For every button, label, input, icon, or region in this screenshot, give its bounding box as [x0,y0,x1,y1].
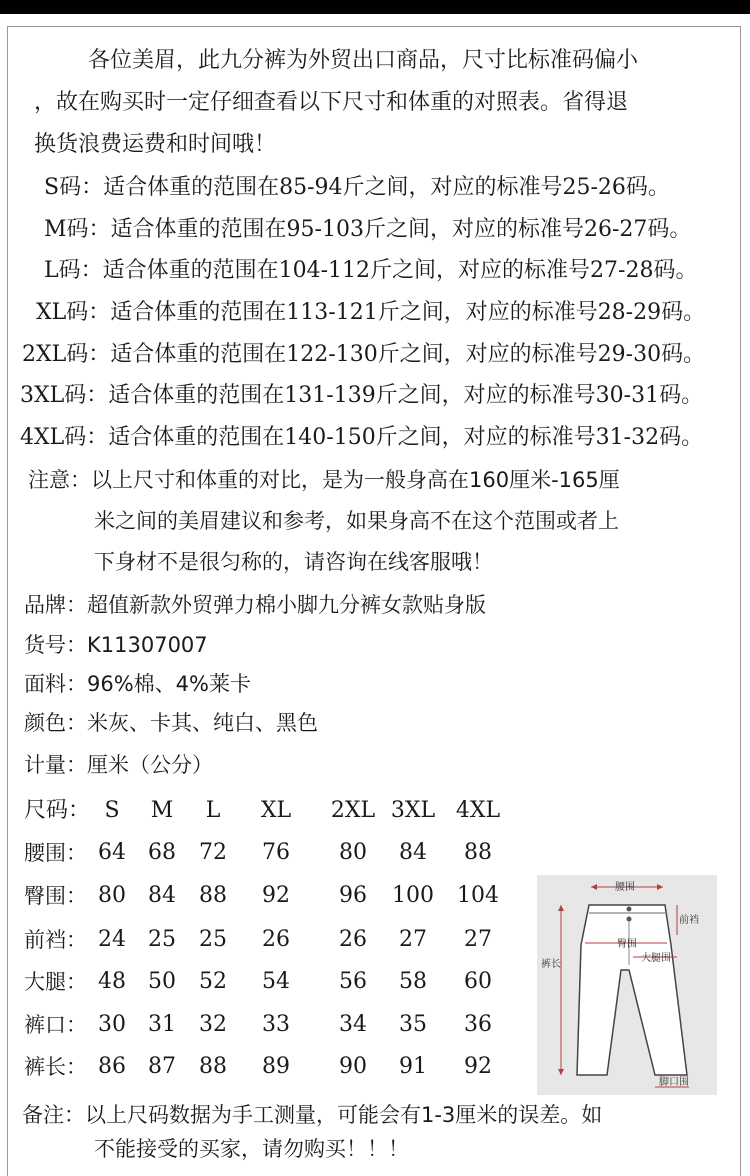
intro-line-1: 各位美眉，此九分裤为外贸出口商品，尺寸比标准码偏小 [88,48,639,73]
table-cell: 24 [98,927,126,952]
table-cell: 31 [148,1012,176,1037]
size-weight-xl: XL码：适合体重的范围在113-121斤之间，对应的标准号28-29码。 [36,300,706,325]
spec-color: 颜色：米灰、卡其、纯白、黑色 [24,711,318,735]
table-cell: 35 [399,1012,427,1037]
table-header-size: L [205,798,221,823]
table-header-size: 4XL [455,798,501,823]
table-cell: 32 [199,1012,227,1037]
table-cell: 90 [339,1054,367,1079]
size-weight-l: L码：适合体重的范围在104-112斤之间，对应的标准号27-28码。 [44,258,698,283]
diagram-waist-label: 腰围 [615,882,635,893]
table-cell: 25 [148,927,176,952]
top-bar [0,0,750,14]
table-cell: 30 [98,1012,126,1037]
table-cell: 48 [98,969,126,994]
pants-measurement-diagram [537,875,717,1095]
intro-line-3: 换货浪费运费和时间哦！ [34,132,277,157]
table-cell: 68 [148,840,176,865]
table-cell: 89 [262,1054,290,1079]
table-row-label: 裤口： [24,1013,87,1037]
size-weight-3xl: 3XL码：适合体重的范围在131-139斤之间，对应的标准号30-31码。 [20,383,704,408]
table-cell: 104 [457,883,499,908]
diagram-thigh-label: 大腿围 [641,953,671,964]
table-cell: 56 [339,969,367,994]
table-cell: 86 [98,1054,126,1079]
table-cell: 88 [199,1054,227,1079]
diagram-rise-label: 前裆 [679,915,699,926]
size-weight-s: S码：适合体重的范围在85-94斤之间，对应的标准号25-26码。 [44,175,670,200]
note-line-3: 下身材不是很匀称的，请咨询在线客服哦！ [94,550,493,574]
table-cell: 52 [199,969,227,994]
table-cell: 26 [339,927,367,952]
table-cell: 26 [262,927,290,952]
table-cell: 80 [98,883,126,908]
table-cell: 91 [399,1054,427,1079]
table-cell: 80 [339,840,367,865]
table-header-size: S [104,798,120,823]
table-row-label: 前裆： [24,928,87,952]
diagram-hip-label: 臀围 [617,939,637,950]
table-cell: 92 [262,883,290,908]
table-cell: 36 [464,1012,492,1037]
table-header-size: XL [260,798,292,823]
table-cell: 33 [262,1012,290,1037]
size-weight-m: M码：适合体重的范围在95-103斤之间，对应的标准号26-27码。 [44,217,692,242]
diagram-length-label: 裤长 [541,959,561,970]
diagram-hem-label: 脚口围 [659,1077,689,1088]
table-cell: 76 [262,840,290,865]
table-header-size: M [150,798,174,823]
note-line-2: 米之间的美眉建议和参考，如果身高不在这个范围或者上 [94,509,619,533]
table-cell: 27 [464,927,492,952]
table-cell: 60 [464,969,492,994]
pants-illustration [537,875,717,1095]
table-cell: 84 [148,883,176,908]
intro-line-2: ，故在购买时一定仔细查看以下尺寸和体重的对照表。省得退 [34,90,629,115]
table-cell: 88 [464,840,492,865]
table-cell: 92 [464,1054,492,1079]
spec-fabric: 面料：96%棉、4%莱卡 [24,672,251,696]
table-cell: 50 [148,969,176,994]
table-cell: 72 [199,840,227,865]
table-cell: 88 [199,883,227,908]
table-cell: 96 [339,883,367,908]
size-weight-4xl: 4XL码：适合体重的范围在140-150斤之间，对应的标准号31-32码。 [20,425,704,450]
table-cell: 25 [199,927,227,952]
table-cell: 58 [399,969,427,994]
table-cell: 27 [399,927,427,952]
table-header-label: 尺码： [24,798,91,823]
table-header-size: 3XL [390,798,436,823]
footer-line-2: 不能接受的买家，请勿购买！！！ [94,1137,409,1161]
size-weight-2xl: 2XL码：适合体重的范围在122-130斤之间，对应的标准号29-30码。 [22,342,706,367]
spec-unit: 计量：厘米（公分） [24,753,213,777]
note-line-1: 注意：以上尺寸和体重的对比，是为一般身高在160厘米-165厘 [28,468,620,492]
table-cell: 34 [339,1012,367,1037]
table-cell: 84 [399,840,427,865]
spec-brand: 品牌：超值新款外贸弹力棉小脚九分裤女款贴身版 [24,593,486,617]
table-row-label: 腰围： [24,841,87,865]
table-cell: 100 [392,883,434,908]
table-header-size: 2XL [330,798,376,823]
table-row-label: 大腿： [24,970,87,994]
table-row-label: 裤长： [24,1055,87,1079]
spec-item-number: 货号：K11307007 [24,633,208,657]
footer-line-1: 备注：以上尺码数据为手工测量，可能会有1-3厘米的误差。如 [22,1103,603,1127]
table-cell: 64 [98,840,126,865]
table-cell: 87 [148,1054,176,1079]
table-cell: 54 [262,969,290,994]
table-row-label: 臀围： [24,884,87,908]
